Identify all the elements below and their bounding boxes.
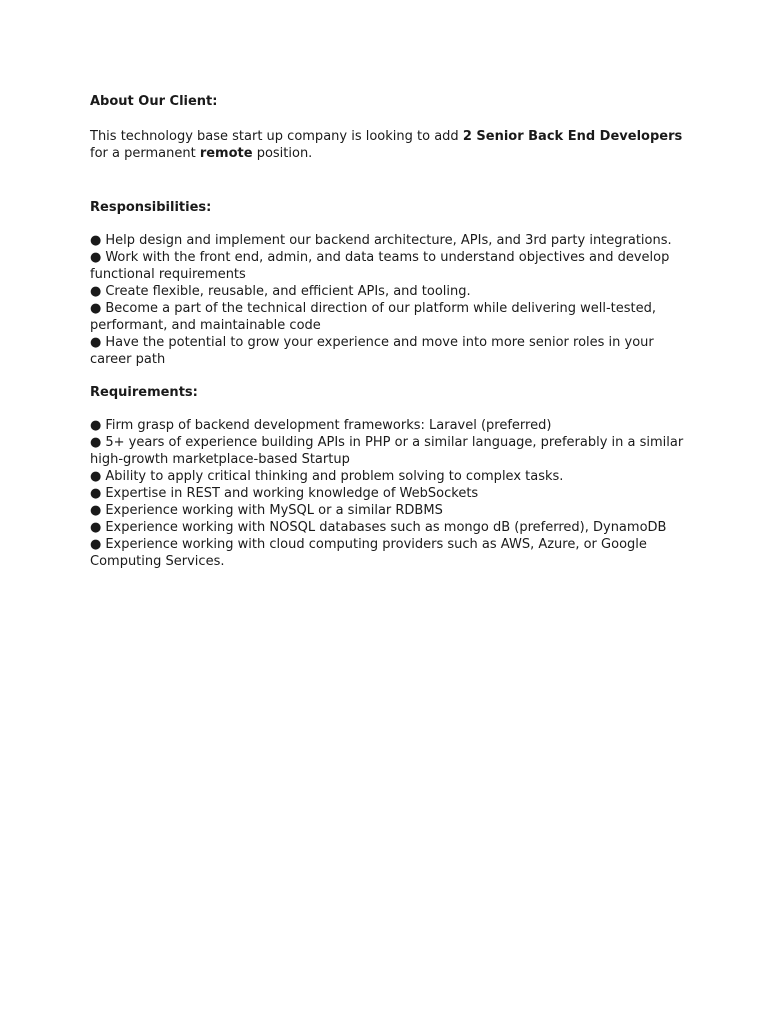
list-item-text: Create flexible, reusable, and efficient APIs, and tooling.	[105, 284, 471, 299]
list-item	[90, 334, 690, 368]
intro-text-2: for a permanent	[90, 146, 200, 161]
bullet-icon: ●	[90, 301, 102, 316]
bullet-icon: ●	[90, 250, 102, 265]
spacer	[90, 110, 690, 128]
list-item	[90, 232, 690, 249]
spacer	[90, 401, 690, 417]
bullet-icon: ●	[90, 503, 102, 518]
list-item-text: Become a part of the technical direction of our platform while delivering well-tested, performant, and maintainable code	[90, 301, 657, 333]
intro-bold-positions: 2 Senior Back End Developers	[462, 129, 683, 144]
spacer	[90, 162, 690, 199]
list-item	[90, 434, 690, 468]
bullet-icon: ●	[90, 284, 102, 299]
bullet-icon: ●	[90, 233, 102, 248]
intro-bold-remote: remote	[199, 146, 253, 161]
list-item-text: Experience working with MySQL or a similar RDBMS	[105, 503, 443, 518]
bullet-icon: ●	[90, 537, 102, 552]
list-item	[90, 283, 690, 300]
job-description-document	[90, 93, 690, 570]
spacer	[90, 368, 690, 384]
about-heading: About Our Client:	[90, 94, 218, 109]
bullet-icon: ●	[90, 469, 102, 484]
list-item-text: Have the potential to grow your experience and move into more senior roles in your career path	[90, 335, 654, 367]
list-item	[90, 300, 690, 334]
bullet-icon: ●	[90, 520, 102, 535]
list-item	[90, 502, 690, 519]
list-item-text: 5+ years of experience building APIs in PHP or a similar language, preferably in a similar high-growth marketplace-based Startup	[90, 435, 684, 467]
list-item	[90, 519, 690, 536]
spacer	[90, 216, 690, 232]
bullet-icon: ●	[90, 435, 102, 450]
bullet-icon: ●	[90, 486, 102, 501]
about-intro	[90, 128, 690, 162]
list-item	[90, 417, 690, 434]
list-item	[90, 468, 690, 485]
responsibilities-list	[90, 232, 690, 368]
list-item-text: Work with the front end, admin, and data teams to understand objectives and develop functional requirements	[90, 250, 670, 282]
list-item	[90, 249, 690, 283]
requirements-list	[90, 417, 690, 570]
bullet-icon: ●	[90, 418, 102, 433]
requirements-heading: Requirements:	[90, 385, 198, 400]
list-item-text: Expertise in REST and working knowledge of WebSockets	[105, 486, 479, 501]
list-item-text: Experience working with cloud computing providers such as AWS, Azure, or Google Computing Services.	[90, 537, 647, 569]
list-item-text: Experience working with NOSQL databases such as mongo dB (preferred), DynamoDB	[105, 520, 667, 535]
list-item	[90, 536, 690, 570]
bullet-icon: ●	[90, 335, 102, 350]
intro-text-3: position.	[252, 146, 313, 161]
list-item-text: Help design and implement our backend architecture, APIs, and 3rd party integrations.	[105, 233, 672, 248]
list-item	[90, 485, 690, 502]
responsibilities-heading: Responsibilities:	[90, 200, 212, 215]
list-item-text: Firm grasp of backend development frameworks: Laravel (preferred)	[105, 418, 552, 433]
list-item-text: Ability to apply critical thinking and problem solving to complex tasks.	[105, 469, 564, 484]
intro-text-1: This technology base start up company is looking to add	[90, 129, 463, 144]
